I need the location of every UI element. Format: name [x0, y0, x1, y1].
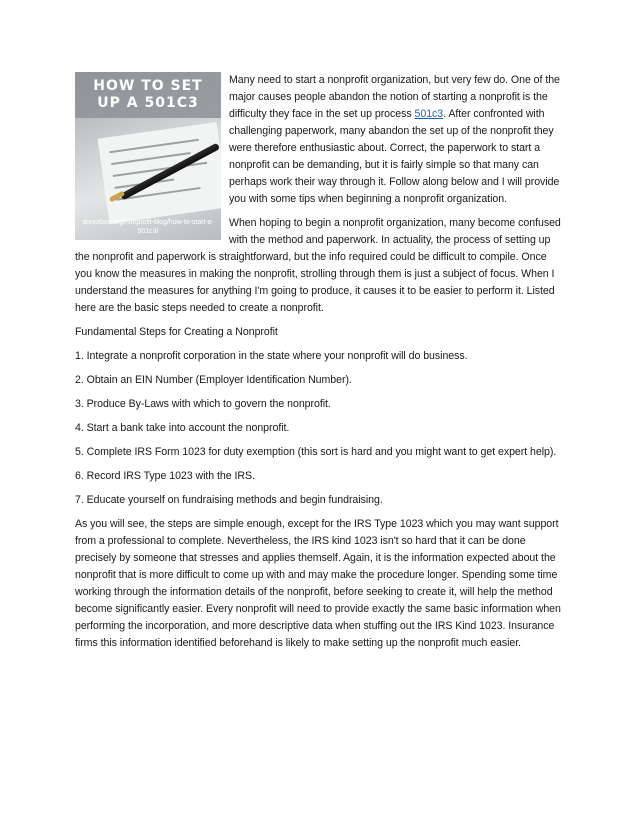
step-item: 2. Obtain an EIN Number (Employer Identification Number). [75, 374, 352, 386]
step-item: 1. Integrate a nonprofit corporation in the state where your nonprofit will do business. [75, 350, 468, 362]
501c3-link[interactable]: 501c3 [414, 108, 444, 120]
step-item: 6. Record IRS Type 1023 with the IRS. [75, 470, 255, 482]
article-body [75, 72, 565, 659]
step-item: 7. Educate yourself on fundraising methods and begin fundraising. [75, 494, 383, 506]
hero-title-line1: HOW TO SET [93, 78, 203, 94]
hero-image [75, 72, 221, 240]
intro-text-1a: Many need to start a nonprofit organization, but very few do. One of the major causes people abandon the notion of starting a nonprofit is the difficulty they face in the set up process [229, 74, 560, 120]
hero-caption: donorbox.org/nonprofit-blog/how-to-start-a-501c3/ [82, 219, 214, 235]
intro-paragraph-2: When hoping to begin a nonprofit organization, many become confused with the method and paperwork. In actuality, the process of setting up the nonprofit and paperwork is straightforward, but the info required could be difficult to compile. Once you know the measures in making the nonprofit, strolling through them is just a subject of focus. When I understand the measures for anything I'm going to produce, it causes it to be easier to perform it. Listed here are the basic steps needed to create a nonprofit. [75, 217, 561, 314]
section-title: Fundamental Steps for Creating a Nonprofit [75, 326, 278, 338]
step-item: 4. Start a bank take into account the nonprofit. [75, 422, 290, 434]
hero-title-line2: UP A 501C3 [97, 95, 199, 111]
step-item: 5. Complete IRS Form 1023 for duty exemption (this sort is hard and you might want to get expert help). [75, 446, 557, 458]
step-item: 3. Produce By-Laws with which to govern the nonprofit. [75, 398, 331, 410]
closing-paragraph: As you will see, the steps are simple enough, except for the IRS Type 1023 which you may want support from a professional to complete. Nevertheless, the IRS kind 1023 isn't so hard that it can be done precisely by someone that stresses and applies themself. Again, it is the information expected about the nonprofit that is more difficult to come up with and may make the procedure longer. Spending some time working through the information details of the nonprofit, before seeking to create it, will help the method become significantly easier. Every nonprofit will need to provide exactly the same basic information when performing the incorporation, and more descriptive data when stuffing out the IRS Kind 1023. Insurance firms this information identified beforehand is likely to make setting up the nonprofit much easier. [75, 518, 561, 649]
intro-text-1b: . After confronted with challenging paperwork, many abandon the set up of the nonprofit they were therefore enthusiastic about. Correct, the paperwork to start a nonprofit can be demanding, but it is fairly simple so that many can perhaps work their way through it. Follow along below and I will provide you with some tips when beginning a nonprofit organization. [229, 108, 560, 205]
